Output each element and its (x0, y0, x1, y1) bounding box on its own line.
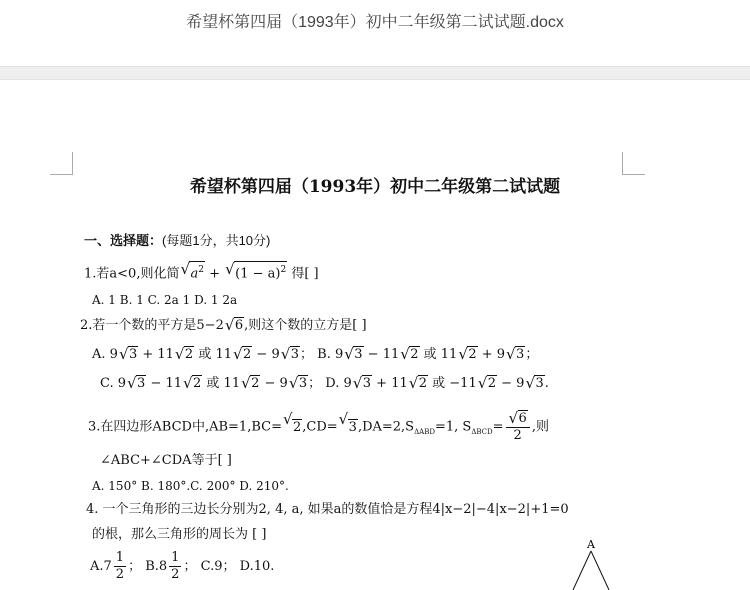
q3-da: ,DA=2,S (357, 419, 415, 435)
q1-radicand-1: a (190, 266, 199, 282)
q1-exponent: 2 (280, 265, 287, 275)
q1-lead: 1.若a<0,则化简 (84, 266, 180, 282)
q3-line-2: ∠ABC+∠CDA等于[ ] (100, 453, 232, 468)
question-4: 4. 一个三角形的三边长分别为2, 4, a, 如果a的数值恰是方程4|x−2|−4|x−2|+1=0 (86, 502, 569, 517)
q3-lead: 3.在四边形ABCD中,AB=1,BC= (88, 419, 282, 435)
q4-fraction-a (114, 550, 126, 583)
document-title: 希望杯第四届（1993年）初中二年级第二试试题 (189, 177, 561, 197)
q4-fraction-b (169, 550, 181, 583)
q2-option-d-label: D. 9 (325, 376, 352, 391)
q1-options: A. 1 B. 1 C. 2a 1 D. 1 2a (92, 293, 238, 307)
margin-corner-top-left (50, 152, 73, 175)
q1-sqrt-2: √ $(1 - a)^2$ (225, 260, 287, 282)
q4-line-2: 的根，那么三角形的周长为 [ ] (92, 527, 267, 542)
document-page[interactable] (0, 80, 750, 590)
q4-fa-num: 1 (115, 550, 125, 565)
section-note: (每题1分，共10分) (162, 233, 271, 248)
q2-options-row-2: C. 9 √ 3 − 11 √ 2 或 11 √ 2 − 9 √ 3； D. 9 √ 3 + 11 √ 2 或 −11 √ 2 − 9 √ 3. (100, 374, 549, 392)
q2-option-c-label: C. 9 (100, 376, 127, 391)
triangle-right-edge (591, 551, 609, 590)
document-filename: 希望杯第四届（1993年）初中二年级第二试试题.docx (186, 14, 564, 31)
q3-sub-bcd: ΔBCD (471, 428, 493, 437)
q4-fb-den: 2 (171, 567, 180, 582)
title-bar (0, 0, 750, 66)
q2-radicand: 6 (234, 318, 244, 333)
q2-lead: 2.若一个数的平方是5−2 (80, 318, 224, 333)
q3-frac-numerator: 6 (518, 411, 527, 426)
q3-eq2: = (492, 419, 504, 435)
q1-plus: + (204, 266, 225, 282)
q3-radicand-cd: 3 (348, 419, 357, 435)
q3-frac-denominator: 2 (513, 428, 522, 443)
triangle-figure (566, 538, 616, 590)
q4-options (90, 550, 274, 584)
q3-sub-abd: ΔABD (414, 428, 435, 437)
q1-radicand-2: (1 − a) (235, 266, 281, 282)
q4-fa-den: 2 (115, 567, 125, 582)
q3-cd: ,CD= (302, 419, 338, 435)
q3-radicand-bc: 2 (292, 419, 302, 435)
q2-sqrt: √ 6 (224, 316, 244, 334)
figure-vertex-label: A (587, 538, 595, 551)
q4-options-rest: ； C.9； D.10. (183, 559, 275, 574)
q3-tail: ,则 (531, 419, 549, 435)
q3-eq1: =1, S (434, 419, 472, 435)
q4-option-b: ； B.8 (128, 559, 168, 574)
q2-tail: ,则这个数的立方是[ ] (244, 318, 367, 333)
q4-option-a: A.7 (90, 559, 112, 574)
question-1 (84, 261, 319, 283)
q3-options: A. 150° B. 180°.C. 200° D. 210°. (92, 479, 289, 493)
question-3 (88, 410, 549, 449)
q1-tail: 得[ ] (287, 266, 319, 282)
question-2 (80, 317, 367, 335)
q3-sqrt-3: √ 3 (338, 409, 357, 435)
ribbon-divider (0, 66, 750, 80)
q3-fraction: √ 6 2 (506, 410, 530, 444)
q4-fb-num: 1 (171, 550, 180, 565)
triangle-left-edge (573, 551, 591, 590)
q3-sqrt-2: √ 2 (282, 409, 302, 435)
q2-options-row-1: A. 9 √ 3 + 11 √ 2 或 11 √ 2 − 9 √ 3； B. 9 √ 3 − 11 √ 2 或 11 √ 2 + 9 √ 3； (92, 345, 539, 363)
section-heading (84, 232, 270, 251)
q1-sqrt-1: √ $a^2$ (180, 260, 204, 282)
q2-option-a-label: A. 9 (92, 347, 118, 362)
q2-option-b-label: B. 9 (317, 347, 344, 362)
margin-corner-top-right (622, 152, 645, 175)
section-label: 一、选择题： (84, 234, 163, 249)
